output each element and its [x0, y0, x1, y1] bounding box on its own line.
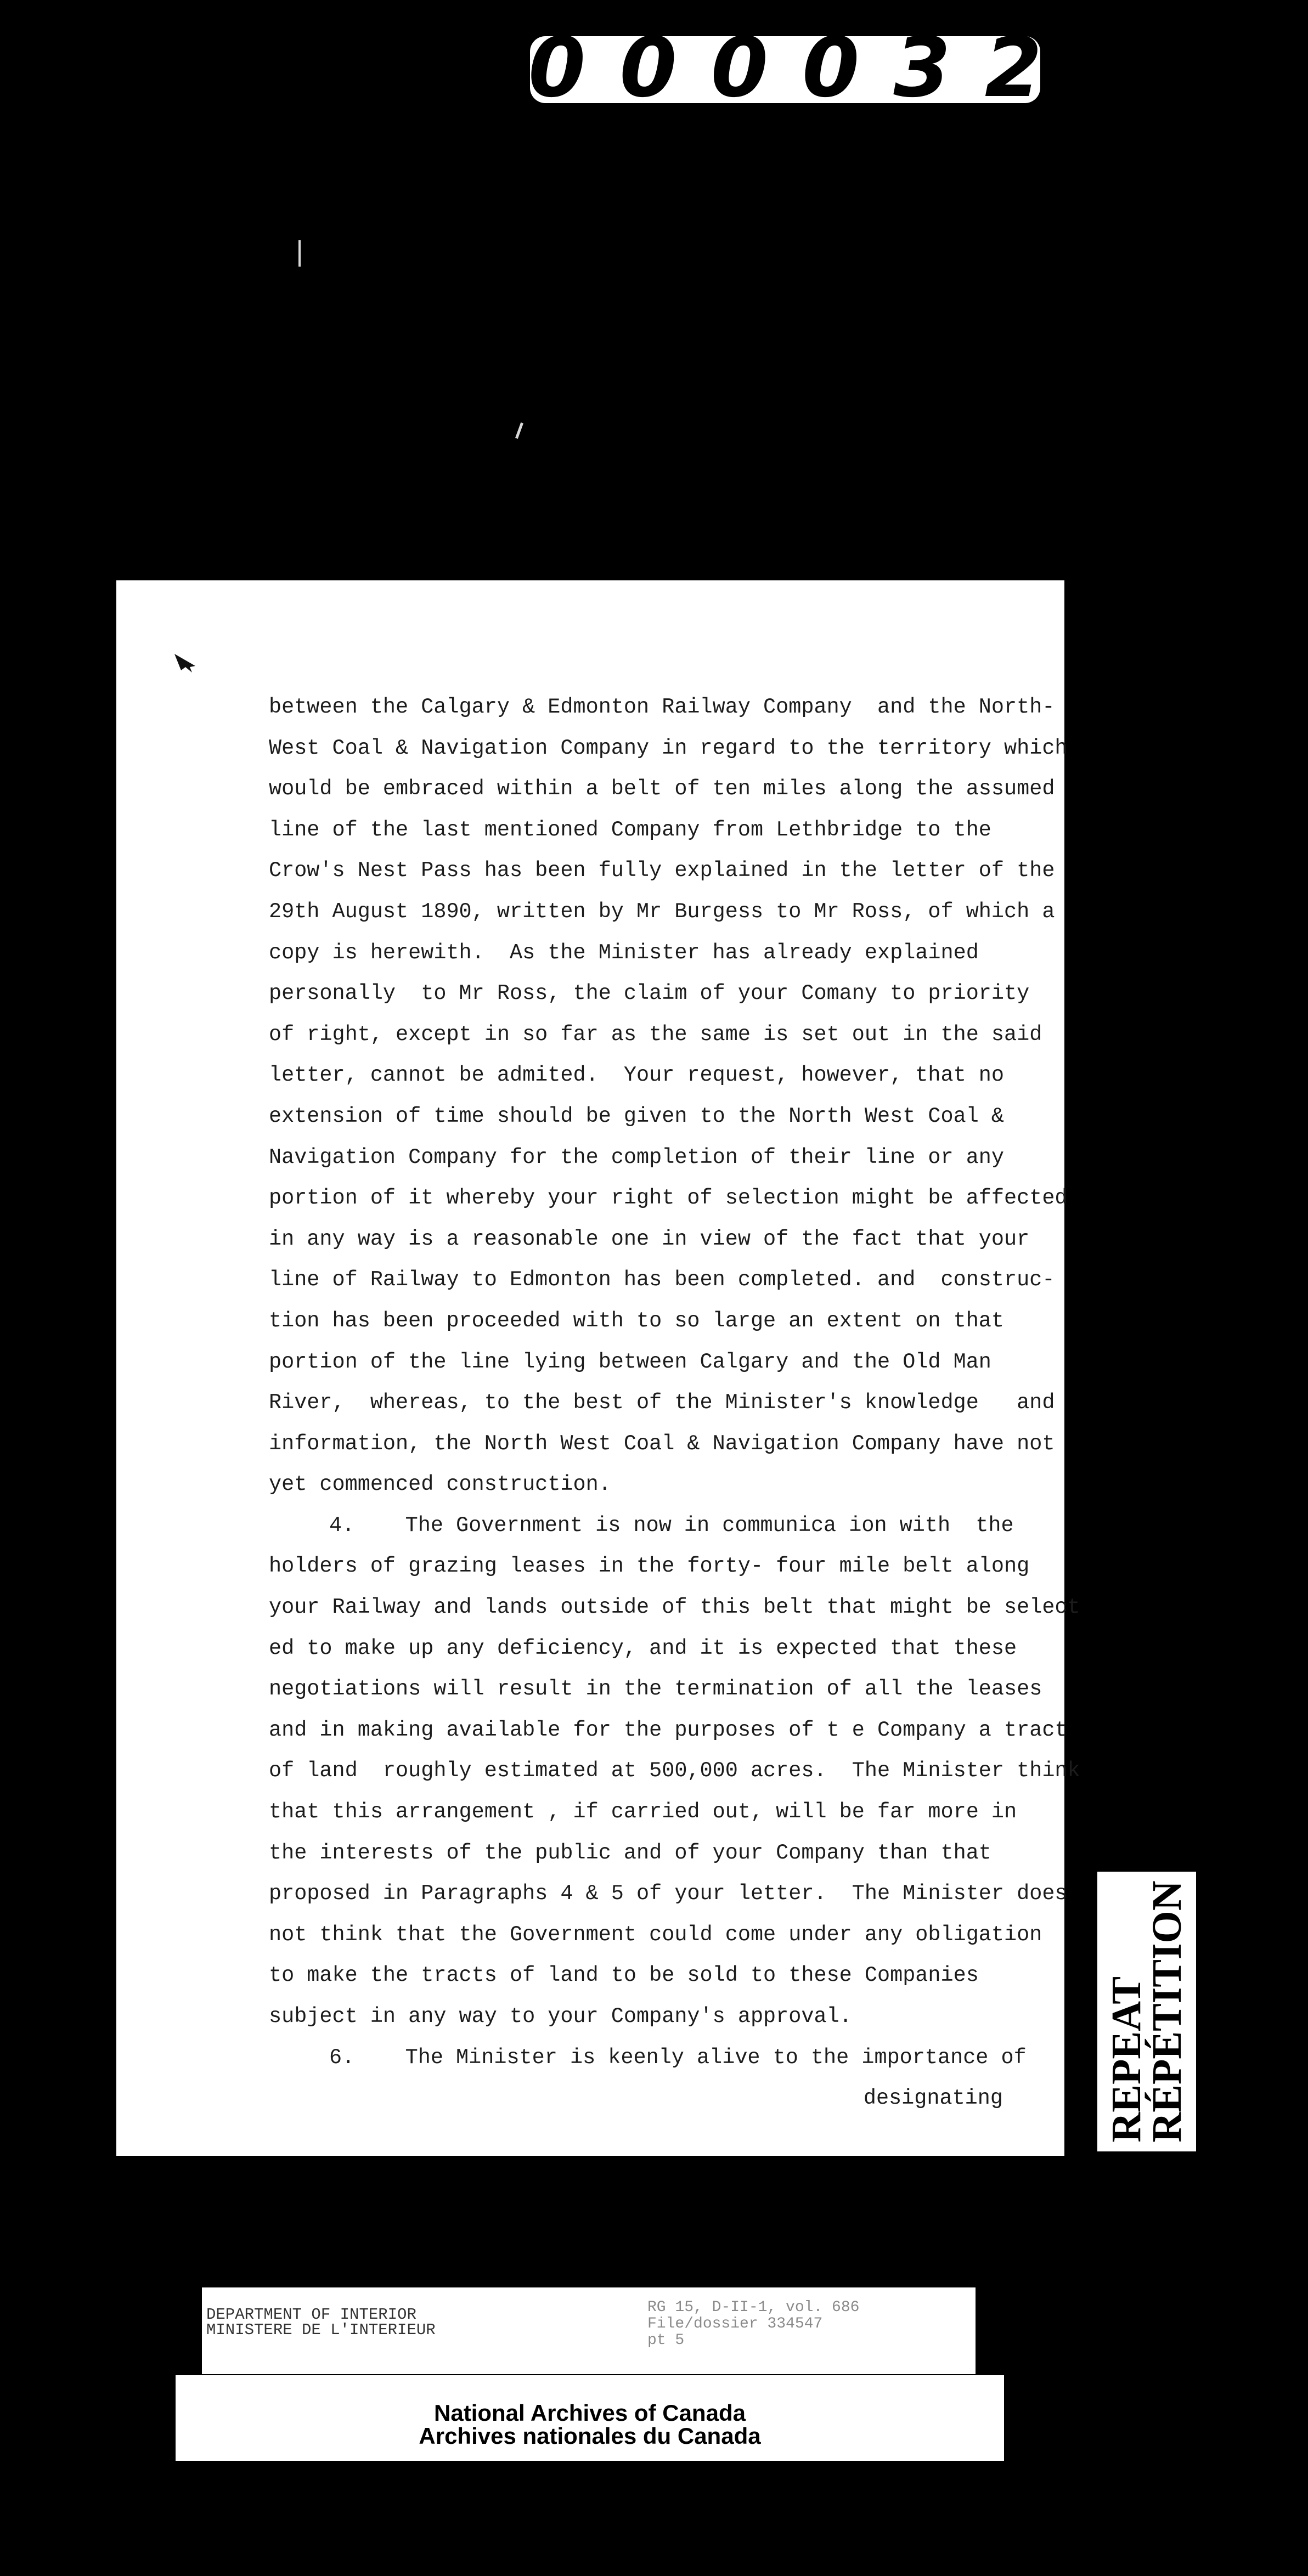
file-reference — [647, 2300, 859, 2349]
letter-line: between the Calgary & Edmonton Railway Company and the North- — [269, 695, 1055, 719]
repeat-stamp — [1097, 1872, 1196, 2151]
letter-line: letter, cannot be admited. Your request, however, that no — [269, 1063, 1005, 1088]
file-number: File/dossier 334547 — [647, 2315, 823, 2332]
letter-line: negotiations will result in the termination of all the leases — [269, 1677, 1042, 1702]
letter-line: the interests of the public and of your Company than that — [269, 1840, 991, 1865]
frame-number-text: 000032 — [528, 20, 1076, 116]
record-group: RG 15, D-II-1, vol. 686 — [647, 2299, 860, 2316]
file-part: pt 5 — [647, 2332, 685, 2349]
letter-line: tion has been proceeded with to so large an extent on that — [269, 1308, 1005, 1333]
letter-line: extension of time should be given to the North West Coal & — [269, 1104, 1005, 1128]
letter-line: subject in any way to your Company's approval. — [269, 2004, 852, 2029]
film-speck — [515, 422, 523, 439]
letter-line-paragraph-4: 4. The Government is now in communica ion with the — [329, 1513, 1014, 1538]
pencil-arrow-mark — [173, 652, 200, 674]
department-en: DEPARTMENT OF INTERIOR — [206, 2306, 416, 2324]
archives-name-fr: Archives nationales du Canada — [419, 2423, 761, 2449]
letter-line: would be embraced within a belt of ten miles along the assumed — [269, 777, 1055, 801]
letter-line: line of Railway to Edmonton has been completed. and construc- — [269, 1268, 1055, 1292]
letter-line: Navigation Company for the completion of their line or any — [269, 1145, 1005, 1170]
department-fr: MINISTERE DE L'INTERIEUR — [206, 2321, 436, 2339]
letter-line: line of the last mentioned Company from Lethbridge to the — [269, 817, 991, 842]
letter-line: portion of the line lying between Calgary and the Old Man — [269, 1349, 991, 1374]
letter-line: portion of it whereby your right of selection might be affected — [269, 1186, 1068, 1211]
stamp-repetition-text: RÉPÉTITION — [1144, 1880, 1190, 2143]
letter-line: proposed in Paragraphs 4 & 5 of your letter. The Minister does — [269, 1882, 1068, 1906]
letter-line: Crow's Nest Pass has been fully explained in the letter of the — [269, 858, 1055, 883]
letter-line: yet commenced construction. — [269, 1472, 611, 1497]
letter-line: West Coal & Navigation Company in regard to the territory which — [269, 736, 1068, 760]
letter-line: 29th August 1890, written by Mr Burgess to Mr Ross, of which a — [269, 899, 1055, 924]
film-speck — [298, 240, 301, 267]
stamp-repeat-text: REPEAT — [1103, 1976, 1149, 2143]
letter-line: copy is herewith. As the Minister has already explained — [269, 940, 979, 965]
letter-catchword: designating — [863, 2086, 1003, 2111]
catalog-strip — [202, 2287, 976, 2374]
archives-name-en: National Archives of Canada — [434, 2400, 746, 2426]
letter-body — [269, 687, 1080, 2119]
letter-line: River, whereas, to the best of the Minister's knowledge and — [269, 1391, 1055, 1415]
archives-label — [176, 2375, 1004, 2461]
letter-line: holders of grazing leases in the forty- four mile belt along — [269, 1554, 1030, 1579]
letter-line: information, the North West Coal & Navigation Company have not — [269, 1431, 1055, 1456]
letter-line-paragraph-6: 6. The Minister is keenly alive to the importance of — [329, 2045, 1027, 2070]
letter-line: and in making available for the purposes of t e Company a tract — [269, 1718, 1068, 1742]
letter-line: of right, except in so far as the same is set out in the said — [269, 1022, 1042, 1047]
letter-line: that this arrangement , if carried out, will be far more in — [269, 1800, 1017, 1824]
letter-line: your Railway and lands outside of this belt that might be select — [269, 1595, 1080, 1620]
letter-line: of land roughly estimated at 500,000 acres. The Minister think — [269, 1759, 1080, 1783]
letter-line: in any way is a reasonable one in view of the fact that your — [269, 1227, 1030, 1251]
letter-line: personally to Mr Ross, the claim of your Comany to priority — [269, 981, 1030, 1006]
letter-line: ed to make up any deficiency, and it is expected that these — [269, 1636, 1017, 1660]
letter-line: to make the tracts of land to be sold to these Companies — [269, 1963, 979, 1988]
frame-number-label — [528, 20, 1076, 116]
department-label — [206, 2307, 436, 2338]
letter-line: not think that the Government could come under any obligation — [269, 1922, 1042, 1947]
